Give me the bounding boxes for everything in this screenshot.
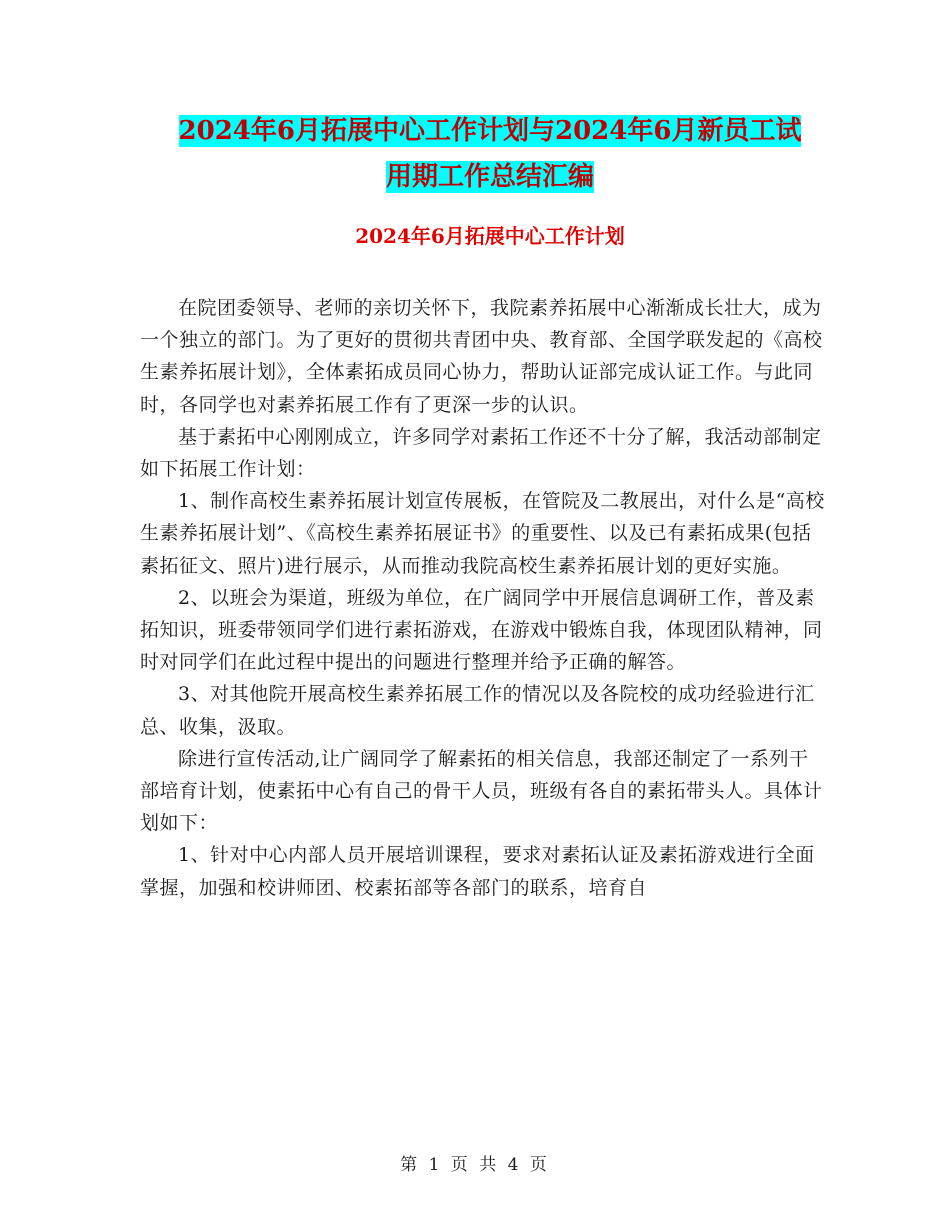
document-body — [140, 292, 825, 904]
paragraph-item-3: 3、对其他院开展高校生素养拓展工作的情况以及各院校的成功经验进行汇总、收集，汲取。 — [140, 683, 815, 738]
paragraph-basis: 基于素拓中心刚刚成立，许多同学对素拓工作还不十分了解，我活动部制定如下拓展工作计划： — [140, 425, 822, 481]
document-title-line-1: 2024年6月拓展中心工作计划与2024年6月新员工试 — [178, 116, 802, 146]
paragraph-intro: 在院团委领导、老师的亲切关怀下，我院素养拓展中心渐渐成长壮大，成为一个独立的部门。为了更好的贯彻共青团中央、教育部、全国学联发起的《高校生素养拓展计划》，全体素拓成员同心协力，帮助认证部完成认证工作。与此同时，各同学也对素养拓展工作有了更深一步的认识。 — [140, 297, 823, 416]
document-title-line-2: 用期工作总结汇编 — [385, 162, 594, 192]
paragraph-training-plan: 除进行宣传活动,让广阔同学了解素拓的相关信息，我部还制定了一系列干部培育计划，使素拓中心有自己的骨干人员，班级有各自的素拓带头人。具体计划如下： — [140, 747, 823, 835]
section-title: 2024年6月拓展中心工作计划 — [355, 224, 625, 248]
paragraph-training-item-1: 1、针对中心内部人员开展培训课程，要求对素拓认证及素拓游戏进行全面掌握，加强和校讲师团、校素拓部等各部门的联系，培育自 — [140, 844, 815, 899]
document-title — [140, 108, 840, 200]
paragraph-item-2: 2、以班会为渠道，班级为单位，在广阔同学中开展信息调研工作，普及素拓知识，班委带领同学们进行素拓游戏，在游戏中锻炼自我，体现团队精神，同时对同学们在此过程中提出的问题进行整理并给予正确的解答。 — [140, 586, 823, 674]
paragraph-item-1: 1、制作高校生素养拓展计划宣传展板，在管院及二教展出，对什么是“高校生素养拓展计划”、《高校生素养拓展证书》的重要性、以及已有素拓成果(包括素拓征文、照片)进行展示，从而推动我院高校生素养拓展计划的更好实施。 — [140, 490, 825, 577]
page-number-footer: 第 1 页 共 4 页 — [400, 1155, 550, 1175]
